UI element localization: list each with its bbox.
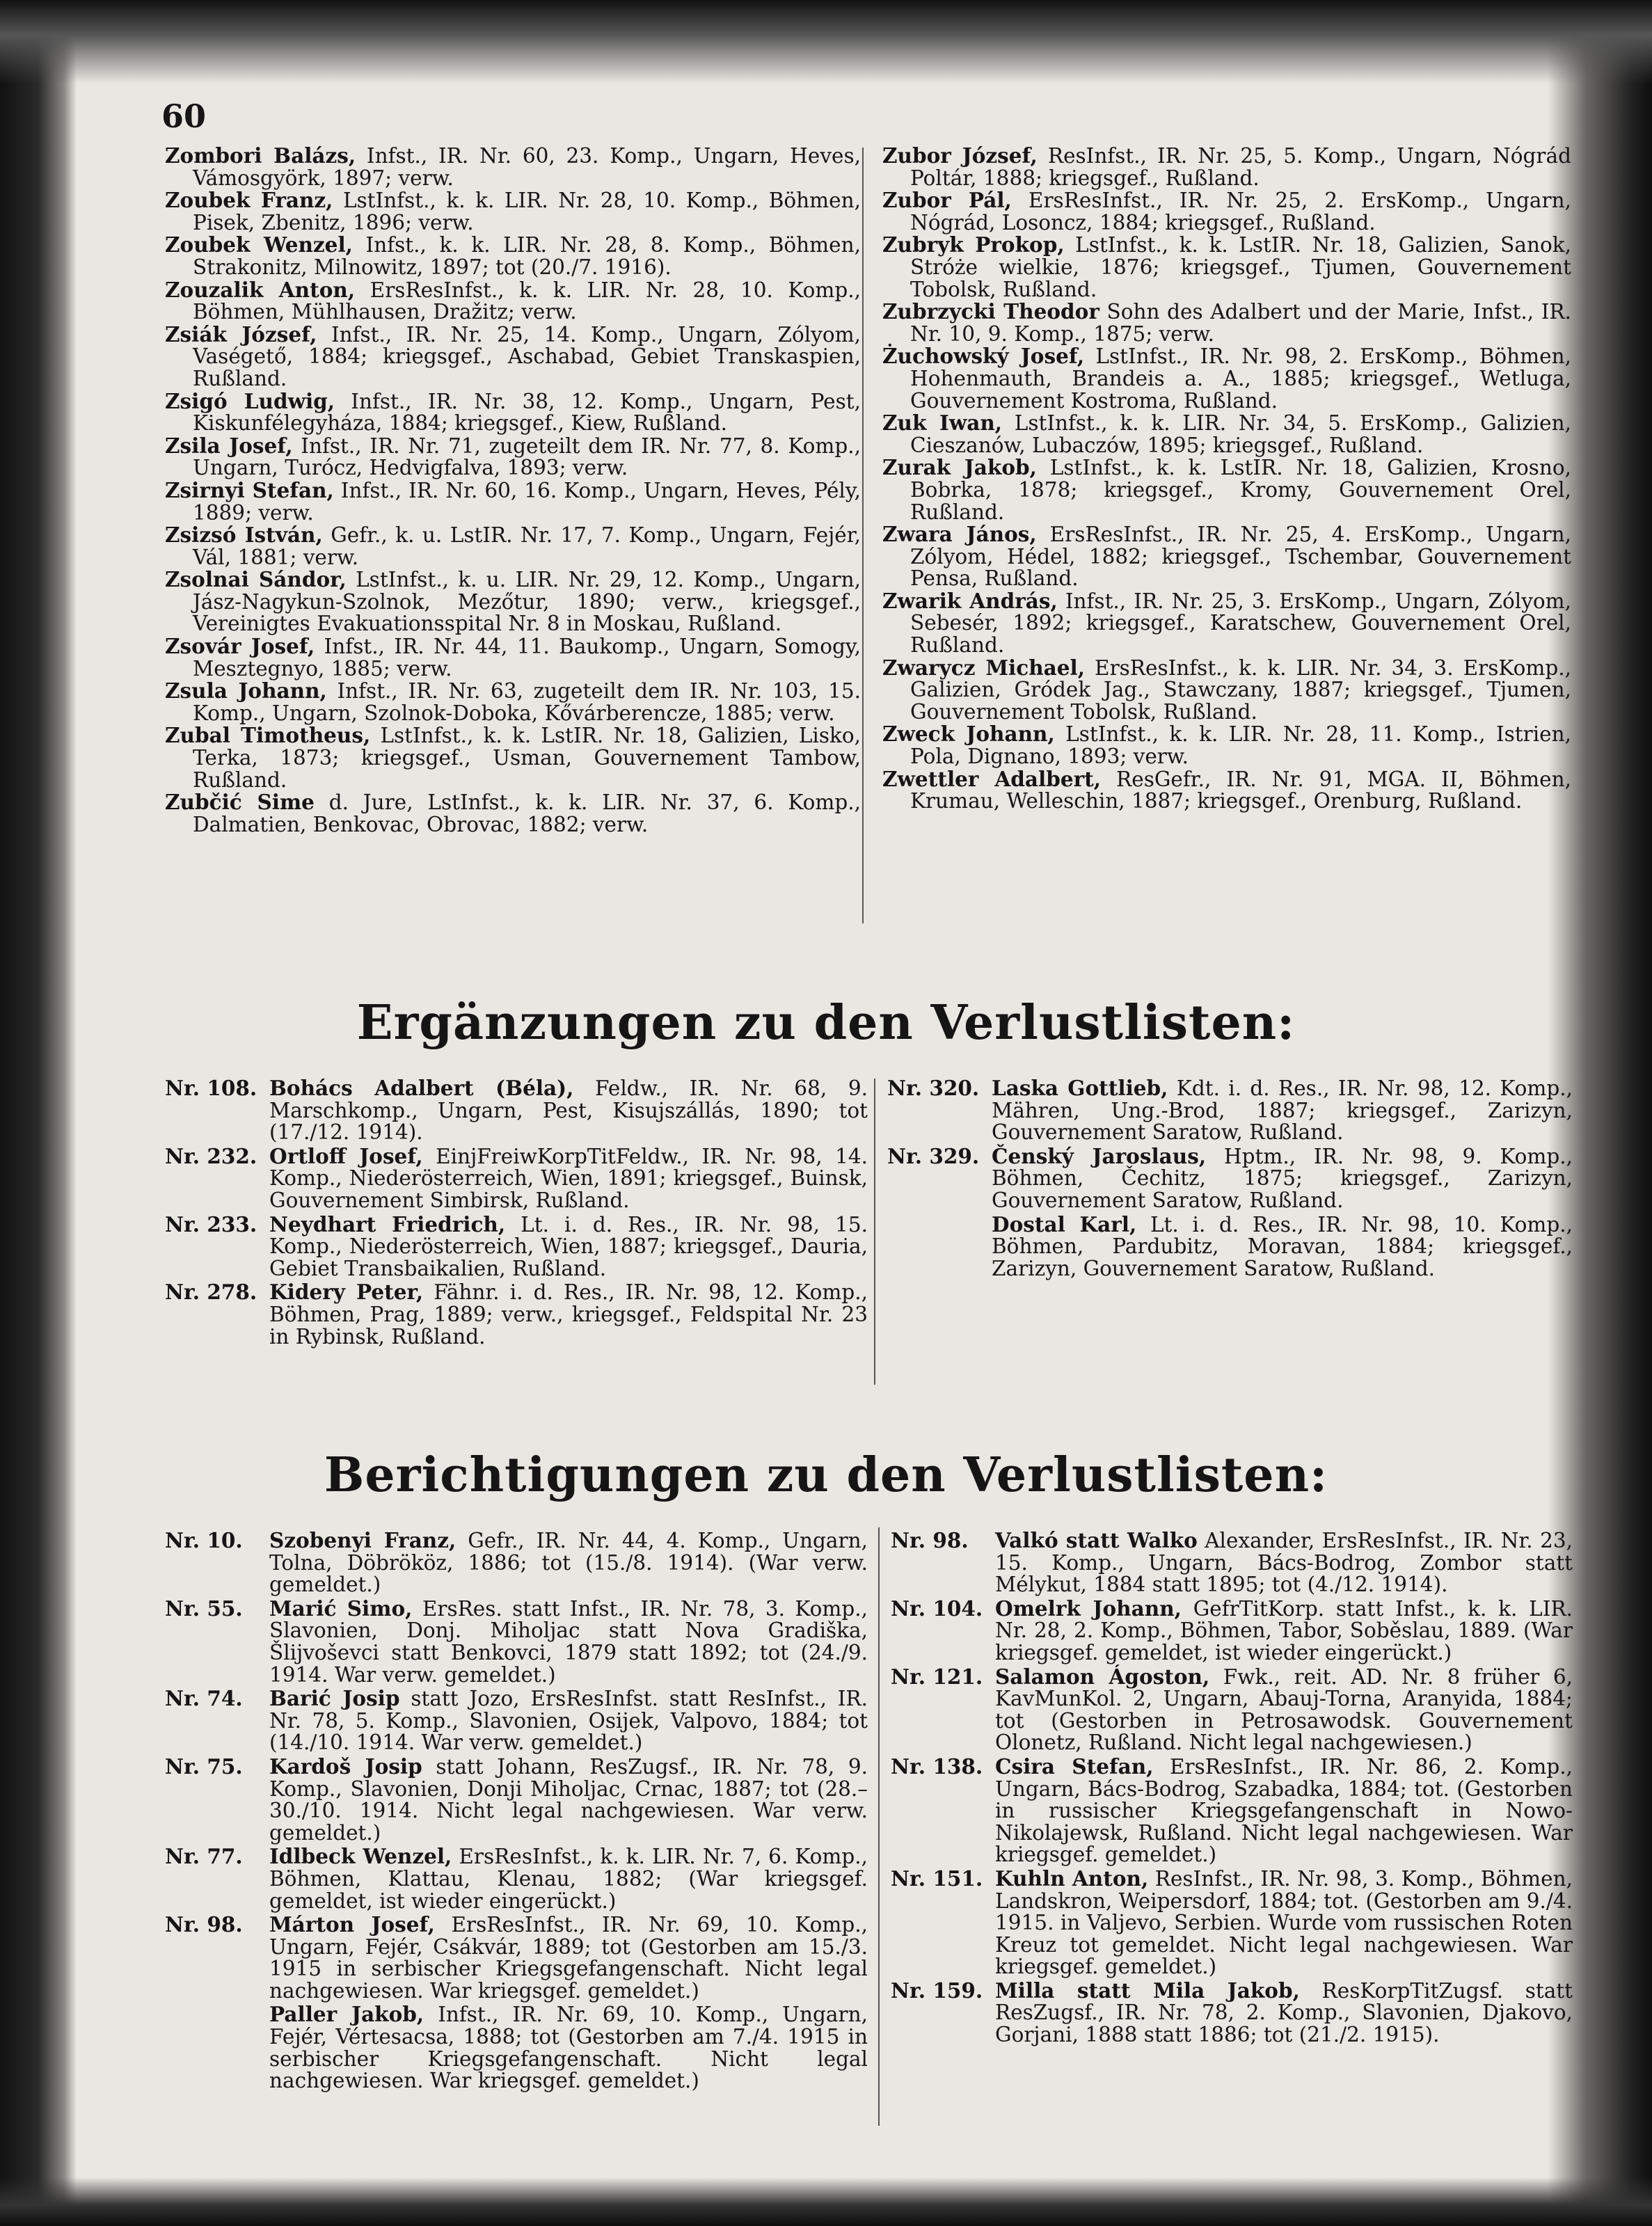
list-reference-entry <box>165 1756 868 1844</box>
entry-details: Infst., IR. Nr. 71, zugeteilt dem IR. Nr. 77, 8. Komp., Ungarn, Turócz, Hedvigfalva, 1893; verw. <box>193 434 861 480</box>
entry-name: Salamon Ágoston, <box>995 1664 1210 1689</box>
casualty-entry <box>882 412 1571 456</box>
casualty-entry <box>882 657 1571 724</box>
list-number: Nr. 278. <box>165 1280 257 1305</box>
entry-details: statt Johann, ResZugsf., IR. Nr. 78, 9. Komp., Slavonien, Donji Miholjac, Crnac, 1887; tot (28.–30./10. 1914. Nicht legal nachgewiesen. War verw. gemeldet.) <box>269 1754 868 1845</box>
list-number: Nr. 10. <box>165 1528 243 1552</box>
scan-shadow-bottom <box>0 2177 1652 2226</box>
entry-name: Zubryk Prokop, <box>882 232 1065 257</box>
main-list-left-column <box>165 145 861 836</box>
column-divider <box>878 1527 880 2126</box>
entry-name: Zubal Timotheus, <box>165 723 371 748</box>
entry-name: Čenský Jaroslaus, <box>992 1143 1207 1168</box>
entry-name: Zouzalik Anton, <box>165 277 356 302</box>
entry-details: Kdt. i. d. Res., IR. Nr. 98, 12. Komp., Mähren, Ung.-Brod, 1887; kriegsgef., Zarizyn, Gouvernement Saratow, Rußland. <box>992 1076 1573 1145</box>
entry-details: Fähnr. i. d. Res., IR. Nr. 98, 12. Komp., Böhmen, Prag, 1889; verw., kriegsgef., Feldspital Nr. 23 in Rybinsk, Rußland. <box>269 1280 868 1349</box>
casualty-entry <box>882 345 1571 412</box>
casualty-entry <box>165 189 861 234</box>
entry-name: Zsiák József, <box>165 321 317 347</box>
entry-name: Zubor József, <box>882 143 1038 168</box>
entry-name: Marić Simo, <box>269 1596 413 1621</box>
entry-details: LstInfst., k. k. LstIR. Nr. 18, Galizien, Sanok, Stróże wielkie, 1876; kriegsgef., Tjumen, Gouvernement Tobolsk, Rußland. <box>910 233 1571 301</box>
entry-name: Zombori Balázs, <box>165 143 356 168</box>
column-divider <box>874 1079 875 1385</box>
column-divider <box>862 148 864 923</box>
entry-details: Infst., k. k. LIR. Nr. 28, 8. Komp., Böhmen, Strakonitz, Milnowitz, 1897; tot (20./7. 1916). <box>193 233 861 279</box>
list-number: Nr. 233. <box>165 1211 257 1237</box>
corrections-left-column <box>165 1529 868 2094</box>
entry-details: ErsResInfst., IR. Nr. 25, 2. ErsKomp., Ungarn, Nógrád, Losoncz, 1884; kriegsgef., Rußland. <box>910 189 1571 234</box>
entry-details: Infst., IR. Nr. 25, 3. ErsKomp., Ungarn, Zólyom, Sebesér, 1892; kriegsgef., Karatschew, Gouvernement Orel, Rußland. <box>910 589 1571 658</box>
entry-name: Zsirnyi Stefan, <box>165 477 334 502</box>
casualty-entry <box>165 479 861 524</box>
entry-name: Zsizsó István, <box>165 523 323 548</box>
entry-name: Szobenyi Franz, <box>269 1528 456 1552</box>
list-reference-entry <box>887 1145 1573 1212</box>
list-reference-entry <box>165 1077 868 1144</box>
entry-name: Zuk Iwan, <box>882 411 1003 436</box>
casualty-entry <box>165 569 861 635</box>
entry-details: Lt. i. d. Res., IR. Nr. 98, 15. Komp., Niederösterreich, Wien, 1887; kriegsgef., Dauria, Gebiet Transbaikalien, Rußland. <box>269 1212 868 1280</box>
entry-details: LstInfst., IR. Nr. 98, 2. ErsKomp., Böhmen, Hohenmauth, Brandeis a. A., 1885; kriegsgef., Wetluga, Gouvernement Kostroma, Rußland. <box>910 344 1571 413</box>
entry-details: ErsResInfst., k. k. LIR. Nr. 7, 6. Komp., Böhmen, Klattau, Klenau, 1882; (War kriegsgef. gemeldet, ist wieder eingerückt.) <box>269 1845 868 1913</box>
list-reference-entry <box>891 1598 1573 1664</box>
entry-details: Fwk., reit. AD. Nr. 8 früher 6, KavMunKol. 2, Ungarn, Abauj-Torna, Aranyida, 1884; tot (Gestorben in Petrosawodsk. Gouvernement Olonetz, Rußland. Nicht legal nachgewiesen.) <box>995 1664 1573 1755</box>
entry-details: Infst., IR. Nr. 38, 12. Komp., Ungarn, Pest, Kiskunfélegyháza, 1884; kriegsgef., Kiew, Rußland. <box>193 389 861 436</box>
list-reference-entry <box>165 1145 868 1212</box>
entry-details: Infst., IR. Nr. 44, 11. Baukomp., Ungarn, Somogy, Mesztegnyo, 1885; verw. <box>193 635 861 681</box>
entry-details: statt Jozo, ErsResInfst. statt ResInfst., IR. Nr. 78, 5. Komp., Slavonien, Osijek, Valpovo, 1884; tot (14./10. 1914. War verw. gemeldet.) <box>269 1687 868 1755</box>
list-number: Nr. 121. <box>891 1664 983 1689</box>
list-reference-entry <box>165 2003 868 2092</box>
entry-details: Gefr., IR. Nr. 44, 4. Komp., Ungarn, Tolna, Döbrököz, 1886; tot (15./8. 1914). (War verw. gemeldet.) <box>269 1529 868 1597</box>
list-number: Nr. 329. <box>887 1143 980 1168</box>
casualty-entry <box>165 321 861 390</box>
entry-name: Zsula Johann, <box>165 678 327 703</box>
entry-name: Kuhln Anton, <box>995 1866 1149 1891</box>
entry-name: Żuchowský Josef, <box>882 344 1085 369</box>
list-number: Nr. 151. <box>891 1866 983 1891</box>
entry-name: Kardoš Josip <box>269 1754 422 1779</box>
entry-details: ErsResInfst., k. k. LIR. Nr. 34, 3. ErsKomp., Galizien, Gródek Jag., Stawczany, 1887; kriegsgef., Tjumen, Gouvernement Tobolsk, Rußland. <box>910 655 1571 724</box>
entry-name: Zoubek Franz, <box>165 188 333 213</box>
list-reference-entry <box>891 1756 1573 1866</box>
list-number: Nr. 98. <box>165 1912 243 1937</box>
entry-details: LstInfst., k. k. LIR. Nr. 34, 5. ErsKomp., Galizien, Cieszanów, Lubaczów, 1895; kriegsgef., Rußland. <box>910 411 1571 457</box>
list-number: Nr. 74. <box>165 1686 243 1711</box>
casualty-entry <box>165 791 861 836</box>
list-number: Nr. 104. <box>891 1596 983 1621</box>
entry-details: LstInfst., k. k. LstIR. Nr. 18, Galizien, Lisko, Terka, 1873; kriegsgef., Usman, Gouvernement Tambow, Rußland. <box>193 724 861 792</box>
entry-name: Zsila Josef, <box>165 433 293 458</box>
entry-details: LstInfst., k. u. LIR. Nr. 29, 12. Komp., Ungarn, Jász-Nagykun-Szolnok, Mezőtur, 1890; verw., kriegsgef., Vereinigtes Evakuationsspital Nr. 8 in Moskau, Rußland. <box>193 568 861 636</box>
casualty-entry <box>882 523 1571 590</box>
supplements-right-column <box>887 1077 1573 1281</box>
casualty-entry <box>882 234 1571 301</box>
entry-details: Gefr., k. u. LstIR. Nr. 17, 7. Komp., Ungarn, Fejér, Vál, 1881; verw. <box>193 523 861 569</box>
list-reference-entry <box>165 1281 868 1348</box>
casualty-entry <box>165 145 861 189</box>
corrections-right-column <box>891 1529 1573 2048</box>
casualty-entry <box>165 680 861 724</box>
entry-details: ErsResInfst., IR. Nr. 86, 2. Komp., Ungarn, Bács-Bodrog, Szabadka, 1884; tot. (Gestorben in russischer Kriegsgefangenschaft in Nowo-Nikolajewsk, Rußland. Nicht legal nachgewiesen. War kriegsgef. gemeldet.) <box>995 1754 1573 1867</box>
entry-details: ErsRes. statt Infst., IR. Nr. 78, 3. Komp., Slavonien, Donj. Miholjac statt Nova Gradiška, Šlijvoševci statt Benkovci, 1879 statt 1892; tot (24./9. 1914. War verw. gemeldet.) <box>269 1596 868 1687</box>
entry-details: Infst., IR. Nr. 60, 16. Komp., Ungarn, Heves, Pély, 1889; verw. <box>193 478 861 525</box>
list-reference-entry <box>165 1845 868 1912</box>
list-number: Nr. 55. <box>165 1596 243 1621</box>
casualty-entry <box>882 768 1571 813</box>
entry-details: Infst., IR. Nr. 63, zugeteilt dem IR. Nr. 103, 15. Komp., Ungarn, Szolnok-Doboka, Kővárberencze, 1885; verw. <box>193 679 861 725</box>
list-number: Nr. 98. <box>891 1528 969 1552</box>
entry-details: ErsResInfst., IR. Nr. 25, 4. ErsKomp., Ungarn, Zólyom, Hédel, 1882; kriegsgef., Tschembar, Gouvernement Pensa, Rußland. <box>910 523 1571 591</box>
entry-name: Dostal Karl, <box>992 1211 1137 1237</box>
entry-details: Sohn des Adalbert und der Marie, Infst., IR. Nr. 10, 9. Komp., 1875; verw. <box>910 300 1571 346</box>
casualty-entry <box>882 456 1571 523</box>
casualty-entry <box>165 724 861 791</box>
list-reference-entry <box>165 1211 868 1280</box>
entry-name: Zwettler Adalbert, <box>882 766 1102 791</box>
list-reference-entry <box>891 1529 1573 1596</box>
casualty-entry <box>165 524 861 569</box>
entry-name: Milla statt Mila Jakob, <box>995 1978 1300 2003</box>
corrections-heading: Berichtigungen zu den Verlustlisten: <box>324 1447 1328 1503</box>
entry-name: Zubor Pál, <box>882 188 1012 213</box>
scan-shadow-left <box>0 0 77 2226</box>
entry-details: ErsResInfst., k. k. LIR. Nr. 28, 10. Komp., Böhmen, Mühlhausen, Dražitz; verw. <box>193 278 861 324</box>
main-list-right-column <box>882 145 1571 813</box>
list-number: Nr. 138. <box>891 1754 983 1779</box>
entry-details: ResInfst., IR. Nr. 25, 5. Komp., Ungarn, Nógrád Poltár, 1888; kriegsgef., Rußland. <box>910 144 1571 190</box>
entry-name: Zurak Jakob, <box>882 455 1037 480</box>
entry-name: Zsovár Josef, <box>165 634 315 659</box>
entry-name: Zubčić Sime <box>165 790 315 815</box>
casualty-entry <box>165 279 861 324</box>
casualty-entry <box>882 189 1571 234</box>
casualty-entry <box>882 145 1571 189</box>
entry-name: Márton Josef, <box>269 1912 435 1937</box>
entry-name: Laska Gottlieb, <box>992 1076 1168 1100</box>
casualty-entry <box>165 435 861 479</box>
entry-name: Zoubek Wenzel, <box>165 232 353 257</box>
list-number: Nr. 108. <box>165 1076 257 1100</box>
entry-name: Idlbeck Wenzel, <box>269 1844 452 1869</box>
entry-details: GefrTitKorp. statt Infst., k. k. LIR. Nr. 28, 2. Komp., Böhmen, Tabor, Soběslau, 1889. (War kriegsgef. gemeldet, ist wieder eingerückt.) <box>995 1596 1573 1664</box>
entry-details: ResGefr., IR. Nr. 91, MGA. II, Böhmen, Krumau, Welleschin, 1887; kriegsgef., Orenburg, Rußland. <box>910 767 1571 813</box>
list-reference-entry <box>887 1077 1573 1144</box>
list-reference-entry <box>891 1980 1573 2046</box>
list-number: Nr. 320. <box>887 1076 980 1100</box>
entry-details: Infst., IR. Nr. 25, 14. Komp., Ungarn, Zólyom, Vaségető, 1884; kriegsgef., Aschabad, Gebiet Transkaspien, Rußland. <box>193 322 861 390</box>
entry-details: ErsResInfst., IR. Nr. 69, 10. Komp., Ungarn, Fejér, Csákvár, 1889; tot (Gestorben am 15./3. 1915 in serbischer Kriegsgefangenschaft. Nicht legal nachgewiesen. War kriegsgef. gemeldet.) <box>269 1913 868 2003</box>
list-reference-entry <box>165 1914 868 2002</box>
entry-details: LstInfst., k. k. LIR. Nr. 28, 10. Komp., Böhmen, Pisek, Zbenitz, 1896; verw. <box>193 189 861 234</box>
entry-name: Zwara János, <box>882 522 1037 547</box>
entry-details: Hptm., IR. Nr. 98, 9. Komp., Böhmen, Čechitz, 1875; kriegsgef., Zarizyn, Gouvernement Saratow, Rußland. <box>992 1144 1573 1212</box>
entry-name: Zwarycz Michael, <box>882 655 1085 680</box>
entry-details: Lt. i. d. Res., IR. Nr. 98, 10. Komp., Böhmen, Pardubitz, Moravan, 1884; kriegsgef., Zarizyn, Gouvernement Saratow, Rußland. <box>992 1212 1573 1280</box>
entry-details: Infst., IR. Nr. 69, 10. Komp., Ungarn, Fejér, Vértesacsa, 1888; tot (Gestorben am 7./4. 1915 in serbischer Kriegsgefangenschaft. Nicht legal nachgewiesen. War kriegsgef. gemeldet.) <box>269 2003 868 2093</box>
list-reference-entry <box>887 1211 1573 1280</box>
entry-name: Zwarik András, <box>882 588 1058 613</box>
entry-name: Zsigó Ludwig, <box>165 388 335 413</box>
list-number: Nr. 75. <box>165 1754 243 1779</box>
casualty-entry <box>882 301 1571 345</box>
list-reference-entry <box>165 1598 868 1686</box>
page-number: 60 <box>161 97 207 135</box>
entry-name: Neydhart Friedrich, <box>269 1211 506 1237</box>
casualty-entry <box>165 234 861 278</box>
casualty-entry <box>882 590 1571 657</box>
entry-name: Zweck Johann, <box>882 722 1055 747</box>
casualty-entry <box>165 390 861 435</box>
entry-name: Kidery Peter, <box>269 1280 424 1305</box>
supplements-heading: Ergänzungen zu den Verlustlisten: <box>356 995 1296 1051</box>
entry-name: Zsolnai Sándor, <box>165 567 347 592</box>
entry-details: Alexander, ErsResInfst., IR. Nr. 23, 15. Komp., Ungarn, Bács-Bodrog, Zombor statt Mélykut, 1884 statt 1895; tot (4./12. 1914). <box>995 1529 1573 1597</box>
entry-details: Infst., IR. Nr. 60, 23. Komp., Ungarn, Heves, Vámosgyörk, 1897; verw. <box>193 144 861 190</box>
entry-details: d. Jure, LstInfst., k. k. LIR. Nr. 37, 6. Komp., Dalmatien, Benkovac, Obrovac, 1882; verw. <box>193 790 861 836</box>
list-number: Nr. 232. <box>165 1143 257 1168</box>
list-reference-entry <box>891 1868 1573 1978</box>
scan-shadow-top <box>0 0 1652 84</box>
list-number: Nr. 77. <box>165 1844 243 1869</box>
casualty-entry <box>165 635 861 680</box>
list-reference-entry <box>165 1529 868 1596</box>
entry-name: Omelrk Johann, <box>995 1596 1182 1621</box>
list-reference-entry <box>891 1666 1573 1754</box>
entry-details: LstInfst., k. k. LstIR. Nr. 18, Galizien, Krosno, Bobrka, 1878; kriegsgef., Kromy, Gouvernement Orel, Rußland. <box>910 456 1571 524</box>
entry-details: Feldw., IR. Nr. 68, 9. Marschkomp., Ungarn, Pest, Kisujszállás, 1890; tot (17./12. 1914). <box>269 1076 868 1145</box>
entry-name: Csira Stefan, <box>995 1754 1154 1779</box>
entry-name: Bohács Adalbert (Béla), <box>269 1076 574 1100</box>
entry-name: Valkó statt Walko <box>995 1528 1198 1552</box>
entry-details: EinjFreiwKorpTitFeldw., IR. Nr. 98, 14. Komp., Niederösterreich, Wien, 1891; kriegsgef., Buinsk, Gouvernement Simbirsk, Rußland. <box>269 1144 868 1212</box>
casualty-entry <box>882 723 1571 768</box>
entry-name: Ortloff Josef, <box>269 1143 423 1168</box>
entry-name: Paller Jakob, <box>269 2002 424 2027</box>
supplements-left-column <box>165 1077 868 1349</box>
list-number: Nr. 159. <box>891 1978 983 2003</box>
entry-details: ResKorpTitZugsf. statt ResZugsf., IR. Nr. 78, 2. Komp., Slavonien, Djakovo, Gorjani, 1888 statt 1886; tot (21./2. 1915). <box>995 1978 1573 2047</box>
entry-details: ResInfst., IR. Nr. 98, 3. Komp., Böhmen, Landskron, Weipersdorf, 1884; tot. (Gestorben am 9./4. 1915. in Valjevo, Serbien. Wurde vom russischen Roten Kreuz tot gemeldet. Nicht legal nachgewiesen. War kriegsgef. gemeldet.) <box>995 1866 1573 1979</box>
list-reference-entry <box>165 1687 868 1754</box>
entry-name: Zubrzycki Theodor <box>882 299 1099 324</box>
entry-name: Barić Josip <box>269 1686 400 1711</box>
entry-details: LstInfst., k. k. LIR. Nr. 28, 11. Komp., Istrien, Pola, Dignano, 1893; verw. <box>910 722 1571 769</box>
